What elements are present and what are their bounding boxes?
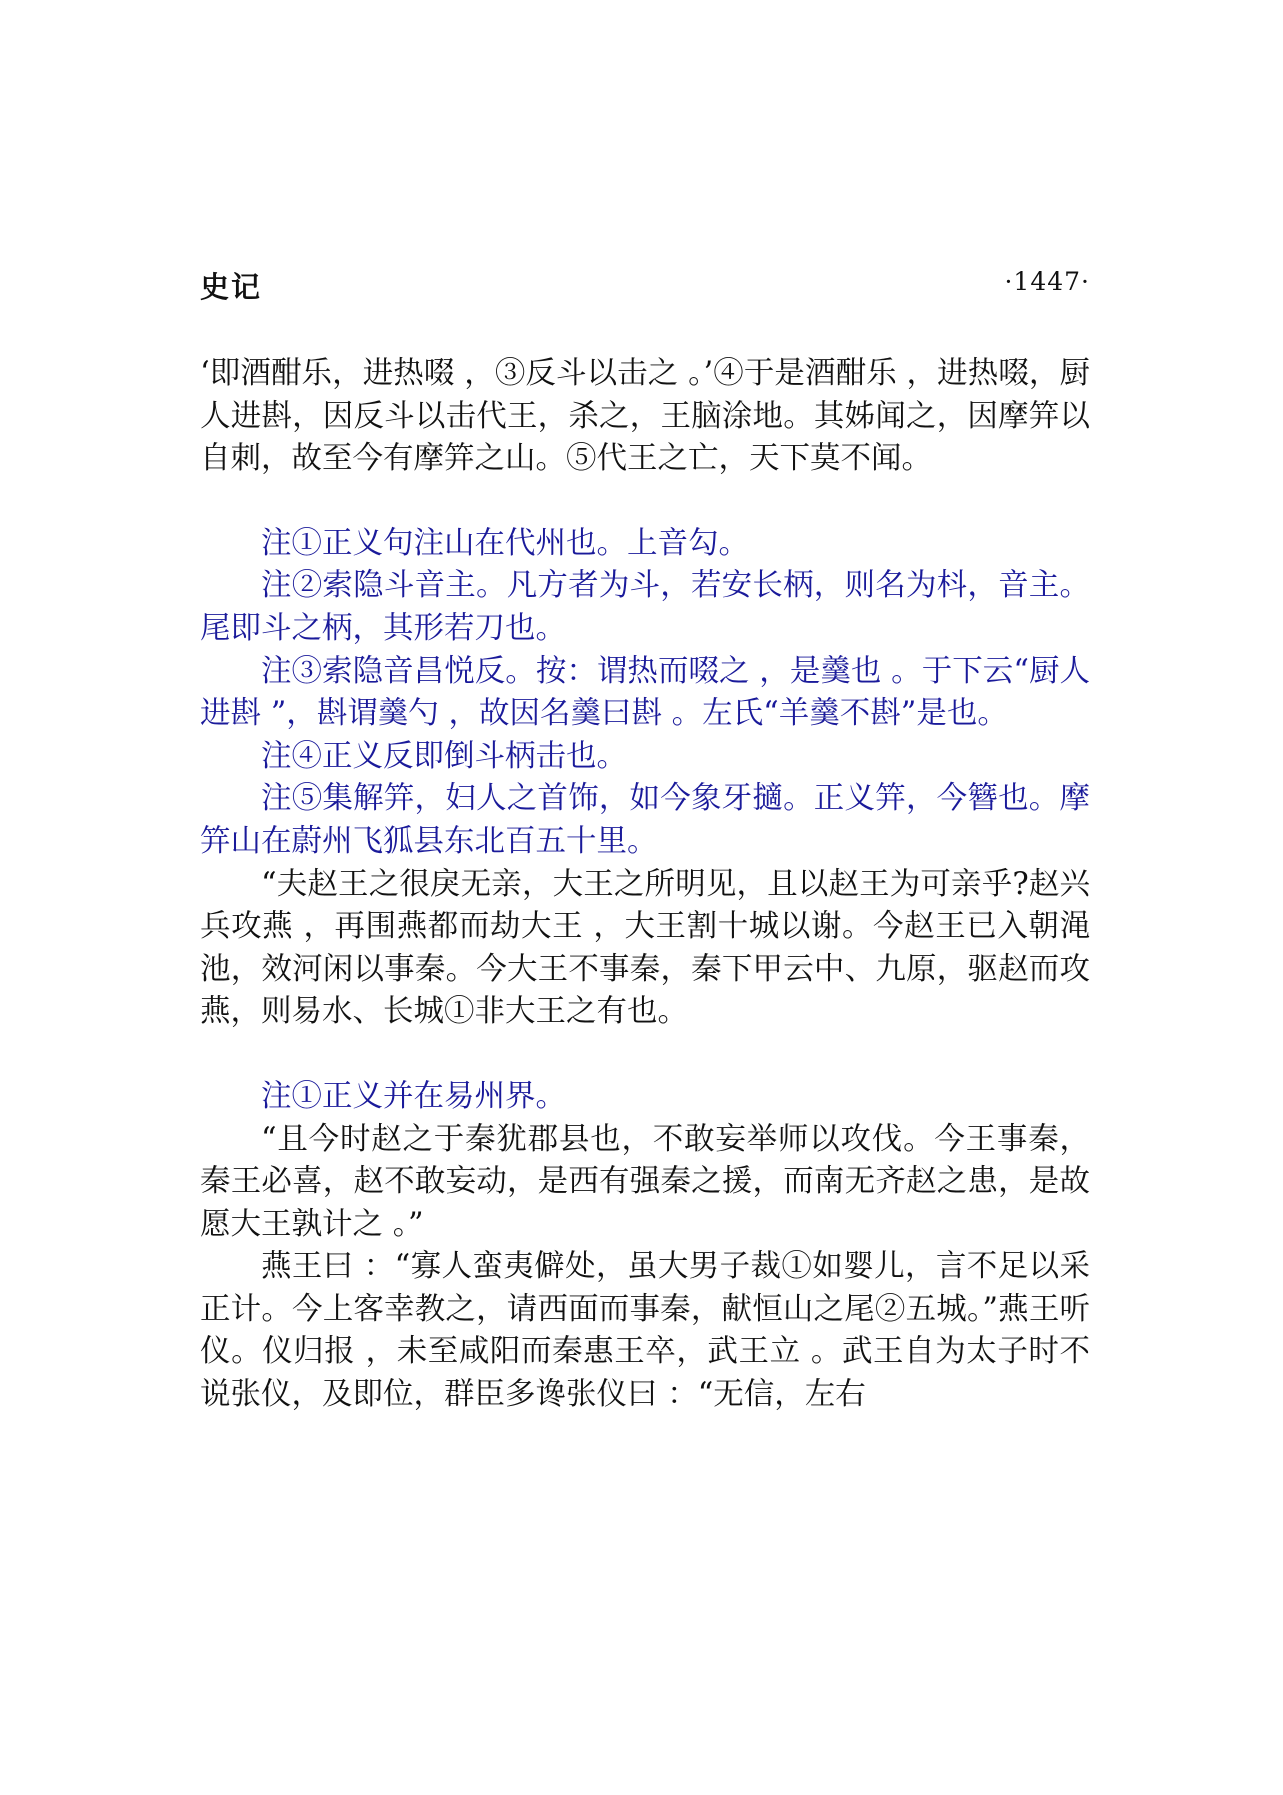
annotation-note: 注①正义并在易州界。 — [261, 1078, 566, 1114]
annotation-note: 注③索隐音昌悦反。按：谓热而啜之 ，是羹也 。于下云“厨人进斟 ”，斟谓羹勺 ，故因名羹曰斟 。左氏“羊羹不斟”是也。 — [200, 653, 1090, 732]
annotation-note: 注④正义反即倒斗柄击也。 — [261, 738, 627, 774]
page-number: ·1447· — [1004, 267, 1090, 296]
paragraph-gap — [200, 481, 1090, 523]
main-paragraph: “且今时赵之于秦犹郡县也，不敢妄举师以攻伐。今王事秦，秦王必喜，赵不敢妄动，是西有强秦之援，而南无齐赵之患，是故愿大王孰计之 。” — [200, 1121, 1090, 1242]
page-header — [200, 265, 1090, 305]
main-paragraph: ‘即酒酣乐，进热啜 ，③反斗以击之 。’④于是酒酣乐 ，进热啜，厨人进斟，因反斗以击代王，杀之，王脑涂地。其姊闻之，因摩笄以自刺，故至今有摩笄之山。⑤代王之亡，天下莫不闻。 — [200, 356, 1090, 477]
annotation-note: 注①正义句注山在代州也。上音勾。 — [261, 525, 749, 561]
annotation-note: 注⑤集解笄，妇人之首饰，如今象牙擿。正义笄，今簪也。摩笄山在蔚州飞狐县东北百五十里。 — [200, 781, 1090, 859]
paragraph-gap — [200, 1034, 1090, 1076]
page-body — [200, 353, 1090, 1417]
main-paragraph: 燕王曰 ：“寡人蛮夷僻处，虽大男子裁①如婴儿，言不足以采正计。今上客幸教之，请西面而事秦，献恒山之尾②五城。”燕王听仪。仪归报 ，未至咸阳而秦惠王卒，武王立 。武王自为太子时不说张仪，及即位，群臣多谗张仪曰 ：“无信，左右 — [200, 1249, 1090, 1413]
book-title: 史记 — [200, 270, 263, 304]
annotation-note: 注②索隐斗音主。凡方者为斗，若安长柄，则名为枓，音主。尾即斗之柄，其形若刀也。 — [200, 568, 1090, 646]
main-paragraph: “夫赵王之很戾无亲，大王之所明见，且以赵王为可亲乎?赵兴兵攻燕 ，再围燕都而劫大王 ，大王割十城以谢。今赵王已入朝渑池，效河闲以事秦。今大王不事秦，秦下甲云中、九原，驱赵而攻燕，则易水、长城①非大王之有也。 — [200, 866, 1090, 1030]
